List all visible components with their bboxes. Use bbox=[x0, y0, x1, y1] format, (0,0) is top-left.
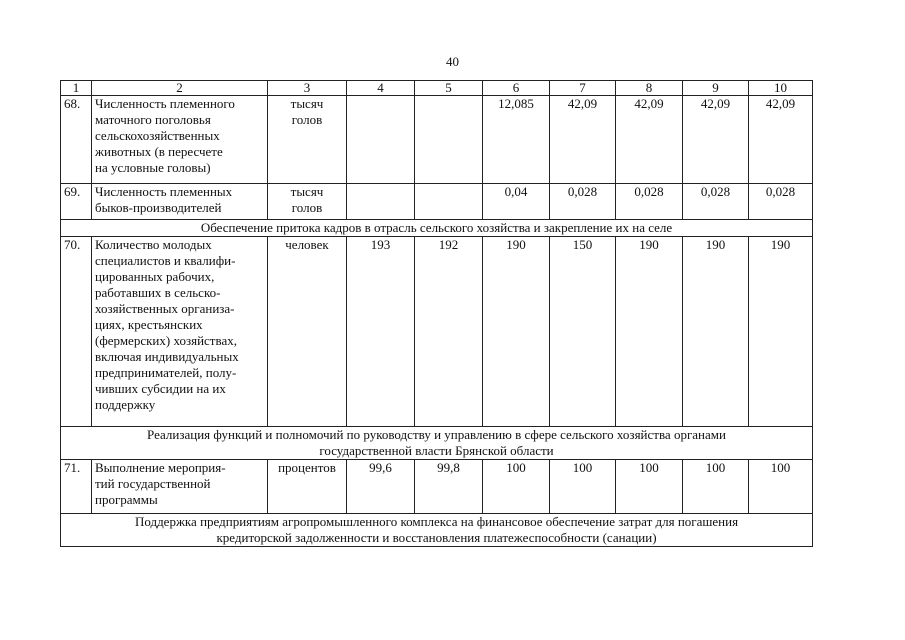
column-number: 4 bbox=[347, 81, 415, 96]
value-cell: 100 bbox=[550, 460, 616, 514]
value-cell: 42,09 bbox=[550, 96, 616, 184]
indicators-table bbox=[60, 80, 813, 547]
table-row bbox=[61, 184, 813, 220]
value-cell: 0,028 bbox=[550, 184, 616, 220]
value-cell: 42,09 bbox=[683, 96, 749, 184]
column-number: 8 bbox=[616, 81, 683, 96]
value-cell: 0,028 bbox=[749, 184, 813, 220]
column-number: 1 bbox=[61, 81, 92, 96]
value-cell bbox=[415, 184, 483, 220]
row-number: 71. bbox=[61, 460, 92, 514]
column-number: 7 bbox=[550, 81, 616, 96]
value-cell: 0,04 bbox=[483, 184, 550, 220]
unit-of-measure: тысяч голов bbox=[268, 96, 347, 184]
unit-of-measure: тысяч голов bbox=[268, 184, 347, 220]
section-row bbox=[61, 514, 813, 547]
column-number: 6 bbox=[483, 81, 550, 96]
value-cell: 42,09 bbox=[749, 96, 813, 184]
value-cell: 0,028 bbox=[616, 184, 683, 220]
value-cell: 99,6 bbox=[347, 460, 415, 514]
value-cell: 100 bbox=[483, 460, 550, 514]
unit-of-measure: процентов bbox=[268, 460, 347, 514]
column-number: 9 bbox=[683, 81, 749, 96]
section-title: Обеспечение притока кадров в отрасль сельского хозяйства и закрепление их на селе bbox=[61, 220, 813, 237]
indicator-name: Выполнение мероприя- тий государственной программы bbox=[92, 460, 268, 514]
indicator-name: Численность племенного маточного поголовья сельскохозяйственных животных (в пересчете на условные головы) bbox=[92, 96, 268, 184]
value-cell: 100 bbox=[749, 460, 813, 514]
value-cell: 42,09 bbox=[616, 96, 683, 184]
value-cell: 150 bbox=[550, 237, 616, 427]
table-row bbox=[61, 96, 813, 184]
value-cell: 190 bbox=[616, 237, 683, 427]
value-cell: 0,028 bbox=[683, 184, 749, 220]
value-cell: 190 bbox=[483, 237, 550, 427]
section-row bbox=[61, 427, 813, 460]
section-title: Реализация функций и полномочий по руководству и управлению в сфере сельского хозяйства органами государственной власти Брянской области bbox=[61, 427, 813, 460]
value-cell bbox=[347, 184, 415, 220]
value-cell bbox=[415, 96, 483, 184]
value-cell: 99,8 bbox=[415, 460, 483, 514]
row-number: 70. bbox=[61, 237, 92, 427]
value-cell: 12,085 bbox=[483, 96, 550, 184]
value-cell: 192 bbox=[415, 237, 483, 427]
section-title: Поддержка предприятиям агропромышленного комплекса на финансовое обеспечение затрат для погашения кредиторской задолженности и восстановления платежеспособности (санации) bbox=[61, 514, 813, 547]
indicator-name: Численность племенных быков-производителей bbox=[92, 184, 268, 220]
column-number: 5 bbox=[415, 81, 483, 96]
value-cell: 100 bbox=[616, 460, 683, 514]
value-cell: 190 bbox=[749, 237, 813, 427]
page-number: 40 bbox=[446, 54, 459, 69]
value-cell bbox=[347, 96, 415, 184]
column-number: 10 bbox=[749, 81, 813, 96]
table-row bbox=[61, 460, 813, 514]
table-row bbox=[61, 237, 813, 427]
row-number: 69. bbox=[61, 184, 92, 220]
value-cell: 190 bbox=[683, 237, 749, 427]
column-number: 2 bbox=[92, 81, 268, 96]
row-number: 68. bbox=[61, 96, 92, 184]
unit-of-measure: человек bbox=[268, 237, 347, 427]
indicator-name: Количество молодых специалистов и квалифи- цированных рабочих, работавших в сельско- хозяйственных организа- циях, крестьянских (фермерских) хозяйствах, включая индивидуальных предпринимателей, полу- чивших субсидии на их поддержку bbox=[92, 237, 268, 427]
section-row bbox=[61, 220, 813, 237]
value-cell: 193 bbox=[347, 237, 415, 427]
column-numbers-row bbox=[61, 81, 813, 96]
value-cell: 100 bbox=[683, 460, 749, 514]
column-number: 3 bbox=[268, 81, 347, 96]
